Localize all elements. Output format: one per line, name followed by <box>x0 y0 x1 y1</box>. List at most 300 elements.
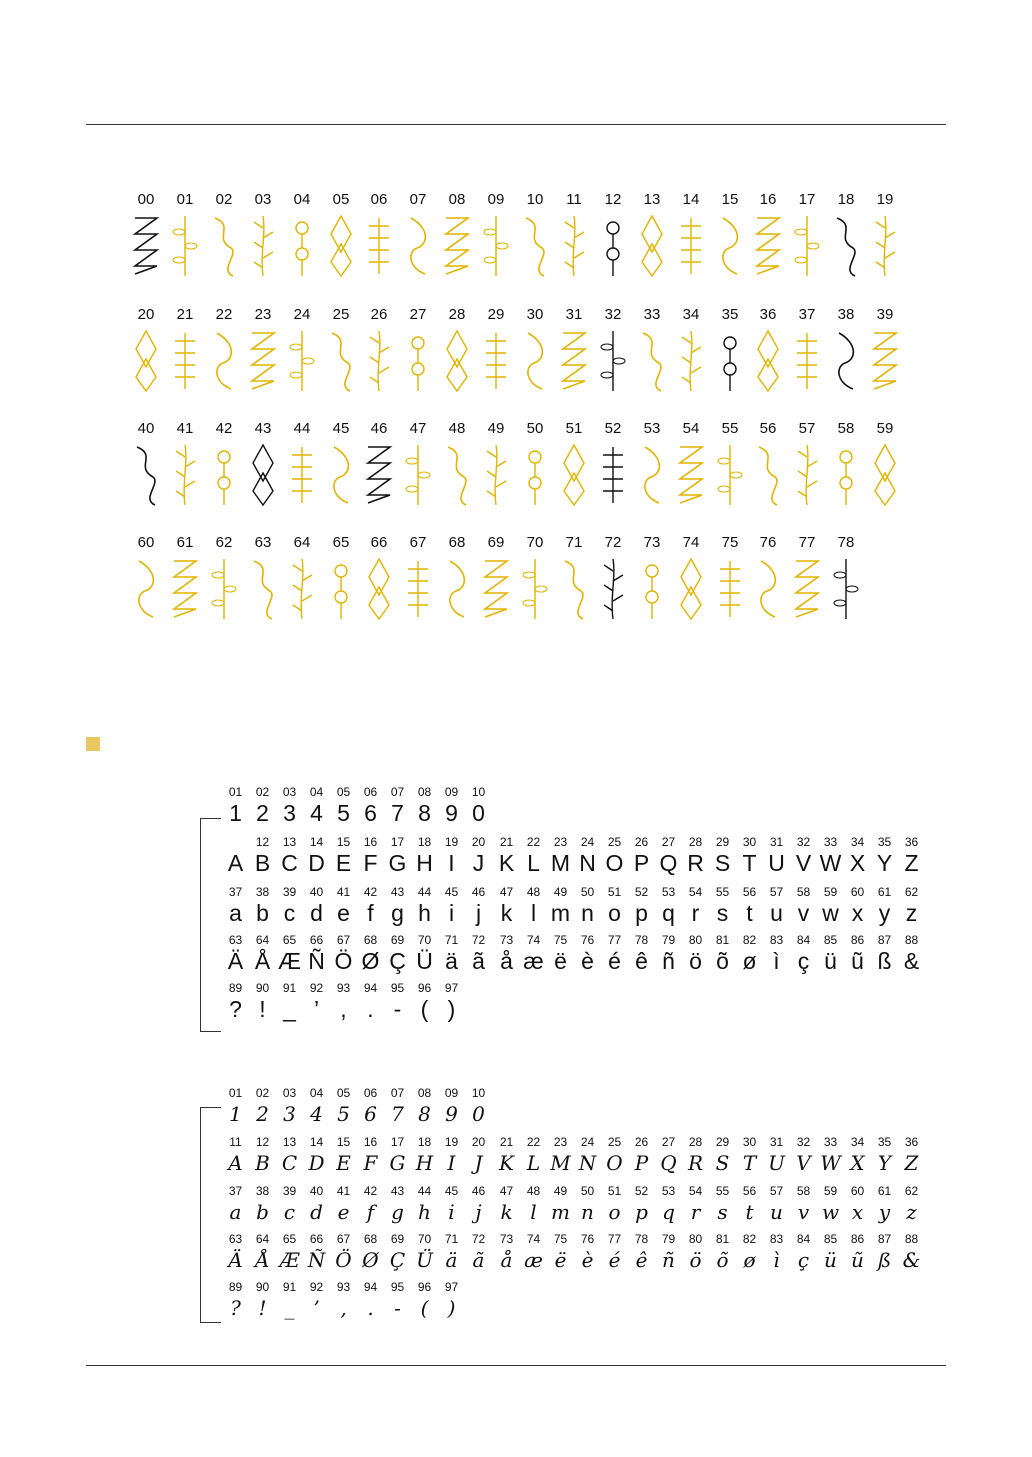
stitch-item <box>166 421 204 521</box>
character-cell <box>222 836 249 877</box>
character-cell <box>249 982 276 1023</box>
character-glyph: M <box>550 850 571 876</box>
character-glyph: f <box>366 1200 375 1224</box>
character-number: 50 <box>580 885 595 899</box>
character-glyph: d <box>310 1200 323 1224</box>
stitch-item <box>205 421 243 521</box>
character-cell <box>303 1281 330 1322</box>
character-cell <box>465 1233 492 1274</box>
character-cell <box>330 1087 357 1128</box>
character-cell <box>384 786 411 827</box>
character-cell <box>655 1185 682 1226</box>
character-number: 75 <box>553 1232 568 1246</box>
character-number: 31 <box>769 835 784 849</box>
character-cell <box>465 1087 492 1128</box>
character-glyph: ì <box>773 948 780 974</box>
character-number: 28 <box>688 835 703 849</box>
character-cell <box>682 1185 709 1226</box>
stitch-item <box>477 192 515 292</box>
character-glyph: D <box>308 850 325 876</box>
character-glyph: P <box>634 1151 649 1175</box>
character-glyph: s <box>717 1200 728 1224</box>
character-number: 36 <box>904 835 919 849</box>
character-cell <box>357 982 384 1023</box>
character-number: 69 <box>390 1232 405 1246</box>
stitch-item <box>749 535 787 635</box>
character-cell <box>817 836 844 877</box>
stitch-number: 00 <box>137 191 155 208</box>
character-number: 12 <box>255 1135 270 1149</box>
character-number: 54 <box>688 1184 703 1198</box>
character-cell <box>384 836 411 877</box>
character-cell <box>790 1136 817 1177</box>
stitch-number: 40 <box>137 420 155 437</box>
stitch-item <box>516 307 554 407</box>
character-cell <box>384 1281 411 1322</box>
character-number: 39 <box>282 885 297 899</box>
character-glyph: H <box>416 850 433 876</box>
character-number: 42 <box>363 1184 378 1198</box>
character-cell <box>411 1281 438 1322</box>
stitch-item <box>711 307 749 407</box>
stitch-item <box>866 421 904 521</box>
character-glyph: v <box>797 1200 810 1224</box>
character-glyph: ë <box>554 1248 567 1272</box>
character-cell <box>763 1136 790 1177</box>
character-number: 24 <box>580 1135 595 1149</box>
stitch-number: 19 <box>876 191 894 208</box>
character-cell <box>736 1185 763 1226</box>
character-glyph: I <box>448 850 455 876</box>
character-cell <box>384 1136 411 1177</box>
character-cell <box>601 886 628 927</box>
character-glyph: A <box>228 1151 243 1175</box>
character-glyph: B <box>255 1151 270 1175</box>
character-number: 91 <box>282 981 297 995</box>
character-cell <box>547 934 574 975</box>
stitch-number: 66 <box>370 534 388 551</box>
character-number: 07 <box>390 1086 405 1100</box>
character-glyph: d <box>310 900 323 926</box>
character-number: 09 <box>444 785 459 799</box>
character-glyph: Ä <box>227 948 244 974</box>
character-glyph: w <box>821 1200 840 1224</box>
character-number: 68 <box>363 1232 378 1246</box>
character-cell <box>871 1233 898 1274</box>
stitch-number: 24 <box>293 306 311 323</box>
character-number: 57 <box>769 885 784 899</box>
character-cell <box>601 1185 628 1226</box>
stitch-item <box>322 535 360 635</box>
character-glyph: N <box>579 850 596 876</box>
character-cell <box>276 786 303 827</box>
character-cell <box>411 982 438 1023</box>
decorative-stitch-icon <box>598 557 628 621</box>
character-number: 05 <box>336 785 351 799</box>
character-number: 23 <box>553 835 568 849</box>
character-glyph: Ç <box>389 948 406 974</box>
stitch-item <box>827 192 865 292</box>
decorative-stitch-icon <box>364 443 394 507</box>
character-cell <box>817 934 844 975</box>
character-glyph: e <box>337 1200 350 1224</box>
character-glyph: X <box>850 1151 865 1175</box>
stitch-item <box>399 535 437 635</box>
character-number: 21 <box>499 835 514 849</box>
character-glyph: ñ <box>662 1248 675 1272</box>
character-number: 35 <box>877 1135 892 1149</box>
character-number: 02 <box>255 785 270 799</box>
stitch-number: 36 <box>759 306 777 323</box>
character-glyph: Q <box>660 1151 677 1175</box>
character-glyph: Æ <box>279 1248 300 1272</box>
stitch-number: 45 <box>332 420 350 437</box>
stitch-number: 78 <box>837 534 855 551</box>
character-cell <box>438 1087 465 1128</box>
character-number: 97 <box>444 981 459 995</box>
stitch-number: 58 <box>837 420 855 437</box>
stitch-number: 47 <box>409 420 427 437</box>
character-number: 32 <box>796 835 811 849</box>
stitch-number: 09 <box>487 191 505 208</box>
stitch-item <box>166 535 204 635</box>
character-glyph: C <box>281 850 298 876</box>
decorative-stitch-icon <box>637 329 667 393</box>
character-cell <box>628 1185 655 1226</box>
character-glyph: ê <box>635 948 648 974</box>
character-glyph: F <box>363 850 378 876</box>
character-number: 27 <box>661 835 676 849</box>
character-number: 88 <box>904 1232 919 1246</box>
character-number: 38 <box>255 1184 270 1198</box>
character-number: 94 <box>363 981 378 995</box>
stitch-item <box>399 421 437 521</box>
character-cell <box>438 1233 465 1274</box>
character-glyph: ü <box>824 948 837 974</box>
stitch-item <box>594 192 632 292</box>
character-number: 63 <box>228 1232 243 1246</box>
character-glyph: o <box>608 900 621 926</box>
character-number: 55 <box>715 885 730 899</box>
character-glyph: Ø <box>361 948 380 974</box>
character-cell <box>817 1233 844 1274</box>
stitch-item <box>438 192 476 292</box>
character-number: 55 <box>715 1184 730 1198</box>
character-glyph: A <box>227 850 244 876</box>
decorative-stitch-icon <box>520 329 550 393</box>
character-cell <box>276 1136 303 1177</box>
character-glyph: 2 <box>256 800 269 826</box>
character-cell <box>249 1281 276 1322</box>
decorative-stitch-icon <box>287 443 317 507</box>
character-glyph: U <box>768 1151 785 1175</box>
stitch-number: 49 <box>487 420 505 437</box>
stitch-number: 34 <box>682 306 700 323</box>
character-glyph: ( <box>420 1296 429 1320</box>
stitch-item <box>438 421 476 521</box>
stitch-number: 02 <box>215 191 233 208</box>
character-glyph: K <box>499 1151 514 1175</box>
decorative-stitch-icon <box>831 329 861 393</box>
character-number: 96 <box>417 1280 432 1294</box>
stitch-number: 44 <box>293 420 311 437</box>
decorative-stitch-icon <box>248 329 278 393</box>
decorative-stitch-icon <box>248 214 278 278</box>
character-glyph: R <box>687 850 704 876</box>
stitch-number: 06 <box>370 191 388 208</box>
character-glyph: 8 <box>418 1102 431 1126</box>
character-glyph: m <box>551 1200 570 1224</box>
character-glyph: D <box>308 1151 325 1175</box>
character-glyph: 1 <box>229 1102 242 1126</box>
stitch-item <box>555 192 593 292</box>
character-glyph: 7 <box>391 1102 404 1126</box>
character-number: 71 <box>444 1232 459 1246</box>
character-glyph: V <box>795 850 812 876</box>
character-glyph: ä <box>445 948 458 974</box>
character-cell <box>411 786 438 827</box>
character-glyph: C <box>281 1151 298 1175</box>
character-number: 84 <box>796 1232 811 1246</box>
decorative-stitch-icon <box>403 557 433 621</box>
stitch-item <box>555 535 593 635</box>
stitch-number: 26 <box>370 306 388 323</box>
character-glyph: 4 <box>310 800 323 826</box>
footer-rule <box>86 1365 946 1366</box>
character-number: 86 <box>850 1232 865 1246</box>
character-glyph: Ñ <box>308 948 325 974</box>
character-number: 85 <box>823 1232 838 1246</box>
character-cell <box>844 836 871 877</box>
character-cell <box>411 934 438 975</box>
stitch-number: 77 <box>798 534 816 551</box>
character-glyph: Å <box>255 1248 270 1272</box>
character-glyph: k <box>500 900 513 926</box>
decorative-stitch-icon <box>131 557 161 621</box>
character-number: 43 <box>390 1184 405 1198</box>
stitch-number: 71 <box>565 534 583 551</box>
decorative-stitch-icon <box>170 214 200 278</box>
character-glyph: k <box>500 1200 513 1224</box>
stitch-item <box>788 535 826 635</box>
character-cell <box>438 934 465 975</box>
character-cell <box>249 886 276 927</box>
character-cell <box>547 886 574 927</box>
character-cell <box>628 1136 655 1177</box>
character-glyph: Æ <box>278 948 301 974</box>
character-glyph: ß <box>877 948 892 974</box>
character-number: 94 <box>363 1280 378 1294</box>
stitch-number: 17 <box>798 191 816 208</box>
character-cell <box>628 836 655 877</box>
character-cell <box>384 1087 411 1128</box>
character-glyph: ø <box>743 1248 756 1272</box>
stitch-item <box>749 192 787 292</box>
stitch-item <box>360 307 398 407</box>
character-cell <box>465 836 492 877</box>
character-cell <box>357 1233 384 1274</box>
character-glyph: ä <box>445 1248 458 1272</box>
decorative-stitch-icon <box>287 329 317 393</box>
character-glyph: H <box>415 1151 434 1175</box>
character-cell <box>574 1185 601 1226</box>
character-number: 87 <box>877 1232 892 1246</box>
character-cell <box>222 1136 249 1177</box>
stitch-number: 05 <box>332 191 350 208</box>
character-glyph: j <box>475 900 482 926</box>
stitch-item <box>438 307 476 407</box>
character-glyph: h <box>418 1200 431 1224</box>
character-glyph: ã <box>472 1248 485 1272</box>
character-number: 83 <box>769 933 784 947</box>
character-cell <box>276 982 303 1023</box>
decorative-stitch-icon <box>287 557 317 621</box>
character-number: 05 <box>336 1086 351 1100</box>
character-number: 18 <box>417 835 432 849</box>
stitch-number: 69 <box>487 534 505 551</box>
character-cell <box>763 934 790 975</box>
stitch-item <box>594 307 632 407</box>
decorative-stitch-icon <box>403 329 433 393</box>
character-glyph: W <box>820 1151 841 1175</box>
character-glyph: ũ <box>851 948 864 974</box>
character-number: 78 <box>634 933 649 947</box>
stitch-item <box>360 421 398 521</box>
character-glyph: 5 <box>337 1102 350 1126</box>
character-number: 51 <box>607 1184 622 1198</box>
character-cell <box>709 886 736 927</box>
character-number: 64 <box>255 1232 270 1246</box>
character-cell <box>222 934 249 975</box>
stitch-number: 74 <box>682 534 700 551</box>
decorative-stitch-icon <box>870 214 900 278</box>
character-number: 03 <box>282 1086 297 1100</box>
character-glyph: 9 <box>445 800 458 826</box>
stitch-item <box>516 535 554 635</box>
character-number: 65 <box>282 933 297 947</box>
character-number: 58 <box>796 1184 811 1198</box>
character-number: 77 <box>607 1232 622 1246</box>
character-number: 67 <box>336 1232 351 1246</box>
character-number: 70 <box>417 1232 432 1246</box>
character-glyph: . <box>367 996 374 1022</box>
character-cell <box>655 934 682 975</box>
character-number: 07 <box>390 785 405 799</box>
character-glyph: 0 <box>472 1102 485 1126</box>
character-glyph: 1 <box>229 800 242 826</box>
stitch-number: 67 <box>409 534 427 551</box>
character-number: 33 <box>823 1135 838 1149</box>
stitch-number: 55 <box>721 420 739 437</box>
character-glyph: h <box>418 900 431 926</box>
stitch-item <box>127 535 165 635</box>
stitch-item <box>633 421 671 521</box>
character-glyph: b <box>256 1200 269 1224</box>
stitch-number: 62 <box>215 534 233 551</box>
decorative-stitch-icon <box>715 443 745 507</box>
stitch-number: 20 <box>137 306 155 323</box>
character-cell <box>574 836 601 877</box>
stitch-item <box>749 307 787 407</box>
character-number: 60 <box>850 885 865 899</box>
stitch-number: 65 <box>332 534 350 551</box>
character-glyph: ë <box>554 948 567 974</box>
stitch-number: 68 <box>448 534 466 551</box>
character-number: 39 <box>282 1184 297 1198</box>
decorative-stitch-icon <box>131 214 161 278</box>
character-glyph: i <box>448 1200 455 1224</box>
character-cell <box>330 1281 357 1322</box>
stitch-item <box>244 192 282 292</box>
character-number: 09 <box>444 1086 459 1100</box>
character-number: 21 <box>499 1135 514 1149</box>
decorative-stitch-icon <box>598 214 628 278</box>
decorative-stitch-icon <box>559 443 589 507</box>
character-cell <box>438 1281 465 1322</box>
stitch-item <box>244 535 282 635</box>
character-glyph: R <box>687 1151 704 1175</box>
character-number: 88 <box>904 933 919 947</box>
character-cell <box>898 886 925 927</box>
character-number: 30 <box>742 1135 757 1149</box>
character-glyph: F <box>363 1151 378 1175</box>
character-number: 80 <box>688 1232 703 1246</box>
stitch-item <box>166 192 204 292</box>
stitch-item <box>283 307 321 407</box>
character-glyph: y <box>878 900 891 926</box>
character-cell <box>709 934 736 975</box>
character-cell <box>411 886 438 927</box>
character-glyph: t <box>745 1200 754 1224</box>
character-cell <box>330 1185 357 1226</box>
character-glyph: ) <box>447 996 456 1022</box>
character-cell <box>574 1136 601 1177</box>
character-number: 22 <box>526 835 541 849</box>
character-number: 80 <box>688 933 703 947</box>
character-cell <box>628 886 655 927</box>
character-number: 46 <box>471 885 486 899</box>
character-number: 57 <box>769 1184 784 1198</box>
character-glyph: Ü <box>416 1248 433 1272</box>
stitch-item <box>672 192 710 292</box>
character-number: 51 <box>607 885 622 899</box>
decorative-stitch-icon <box>520 557 550 621</box>
character-glyph: n <box>581 900 594 926</box>
stitch-number: 30 <box>526 306 544 323</box>
stitch-number: 42 <box>215 420 233 437</box>
decorative-stitch-icon <box>209 214 239 278</box>
decorative-stitch-icon <box>170 443 200 507</box>
character-glyph: ü <box>824 1248 837 1272</box>
character-glyph: Q <box>659 850 678 876</box>
character-glyph: ! <box>259 996 266 1022</box>
character-number: 66 <box>309 1232 324 1246</box>
character-cell <box>493 886 520 927</box>
character-cell <box>844 934 871 975</box>
character-number: 45 <box>444 885 459 899</box>
decorative-stitch-icon <box>364 557 394 621</box>
character-cell <box>871 1136 898 1177</box>
stitch-number: 08 <box>448 191 466 208</box>
character-number: 53 <box>661 885 676 899</box>
character-glyph: ø <box>742 948 757 974</box>
character-cell <box>249 786 276 827</box>
character-number: 06 <box>363 785 378 799</box>
character-glyph: Ü <box>416 948 433 974</box>
character-glyph: 3 <box>283 1102 296 1126</box>
character-number: 53 <box>661 1184 676 1198</box>
character-glyph: é <box>608 948 621 974</box>
